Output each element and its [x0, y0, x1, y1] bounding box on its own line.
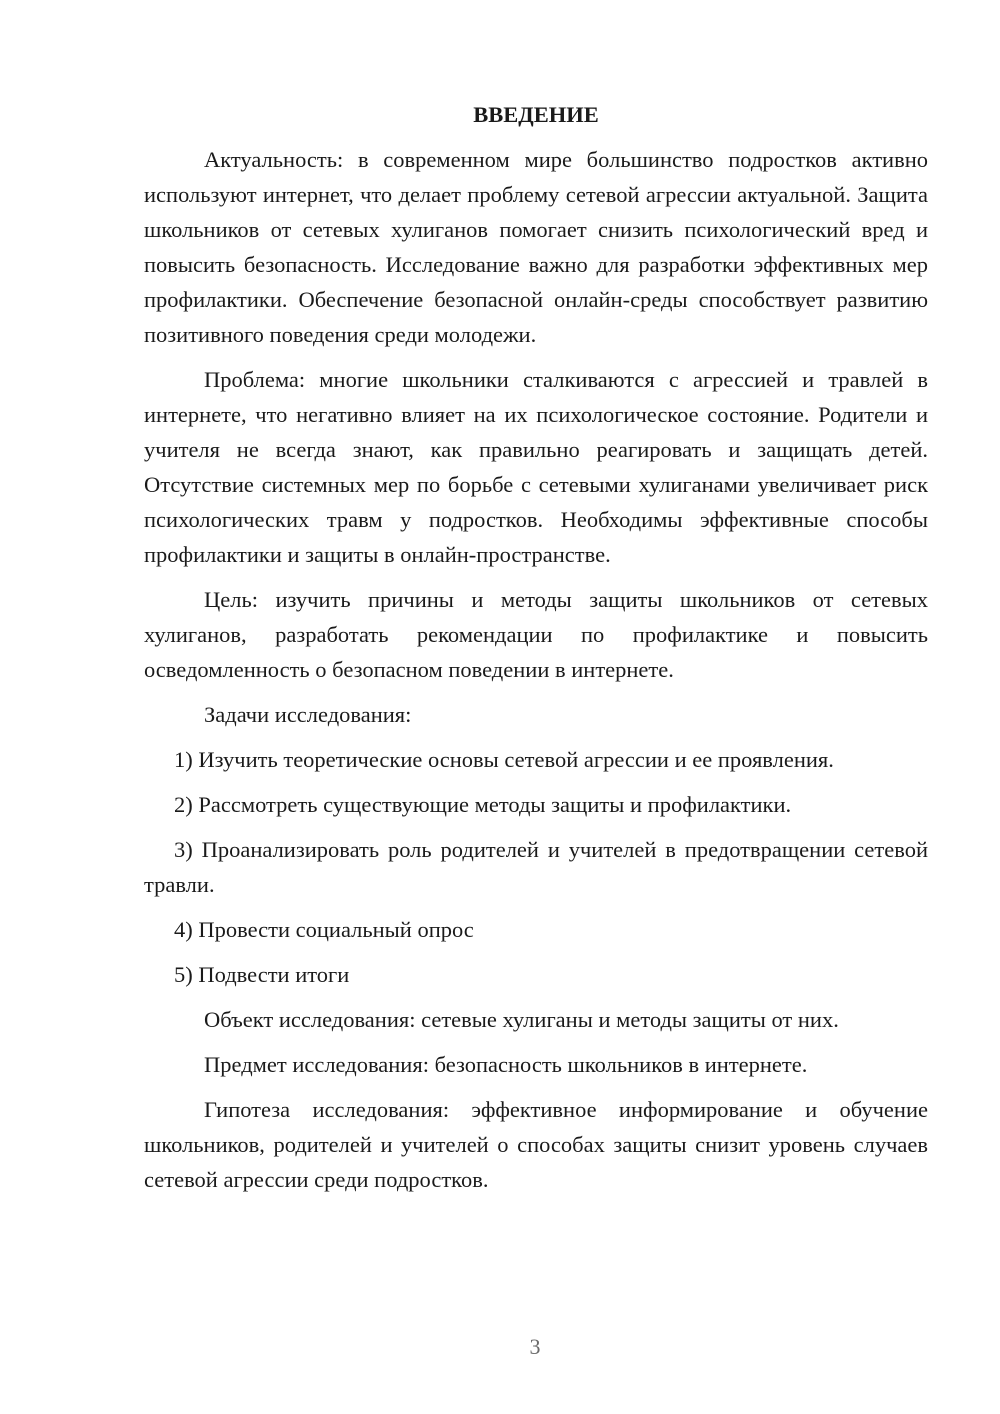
subject-paragraph: Предмет исследования: безопасность школьников в интернете.	[204, 1052, 808, 1077]
task-item-2: 2) Рассмотреть существующие методы защиты и профилактики.	[174, 792, 792, 817]
task-item-5: 5) Подвести итоги	[174, 962, 350, 987]
task-item-4: 4) Провести социальный опрос	[174, 917, 474, 942]
page-number: 3	[529, 1334, 541, 1359]
page-title: ВВЕДЕНИЕ	[473, 102, 599, 127]
object-paragraph: Объект исследования: сетевые хулиганы и методы защиты от них.	[204, 1007, 839, 1032]
task-item-1: 1) Изучить теоретические основы сетевой агрессии и ее проявления.	[174, 747, 834, 772]
task-item-3: 3) Проанализировать роль родителей и учителей в предотвращении сетевой травли.	[144, 837, 928, 897]
goal-paragraph: Цель: изучить причины и методы защиты школьников от сетевых хулиганов, разработать рекомендации по профилактике и повысить осведомленность о безопасном поведении в интернете.	[144, 587, 928, 682]
tasks-label: Задачи исследования:	[204, 702, 412, 727]
problem-paragraph: Проблема: многие школьники сталкиваются с агрессией и травлей в интернете, что негативно влияет на их психологическое состояние. Родители и учителя не всегда знают, как правильно реагировать и защищать детей. Отсутствие системных мер по борьбе с сетевыми хулиганами увеличивает риск психологических травм у подростков. Необходимы эффективные способы профилактики и защиты в онлайн-пространстве.	[144, 367, 928, 567]
relevance-paragraph: Актуальность: в современном мире большинство подростков активно используют интернет, что делает проблему сетевой агрессии актуальной. Защита школьников от сетевых хулиганов помогает снизить психологический вред и повысить безопасность. Исследование важно для разработки эффективных мер профилактики. Обеспечение безопасной онлайн-среды способствует развитию позитивного поведения среди молодежи.	[144, 147, 928, 347]
document-body	[144, 97, 928, 1207]
hypothesis-paragraph: Гипотеза исследования: эффективное информирование и обучение школьников, родителей и учителей о способах защиты снизит уровень случаев сетевой агрессии среди подростков.	[144, 1097, 928, 1192]
